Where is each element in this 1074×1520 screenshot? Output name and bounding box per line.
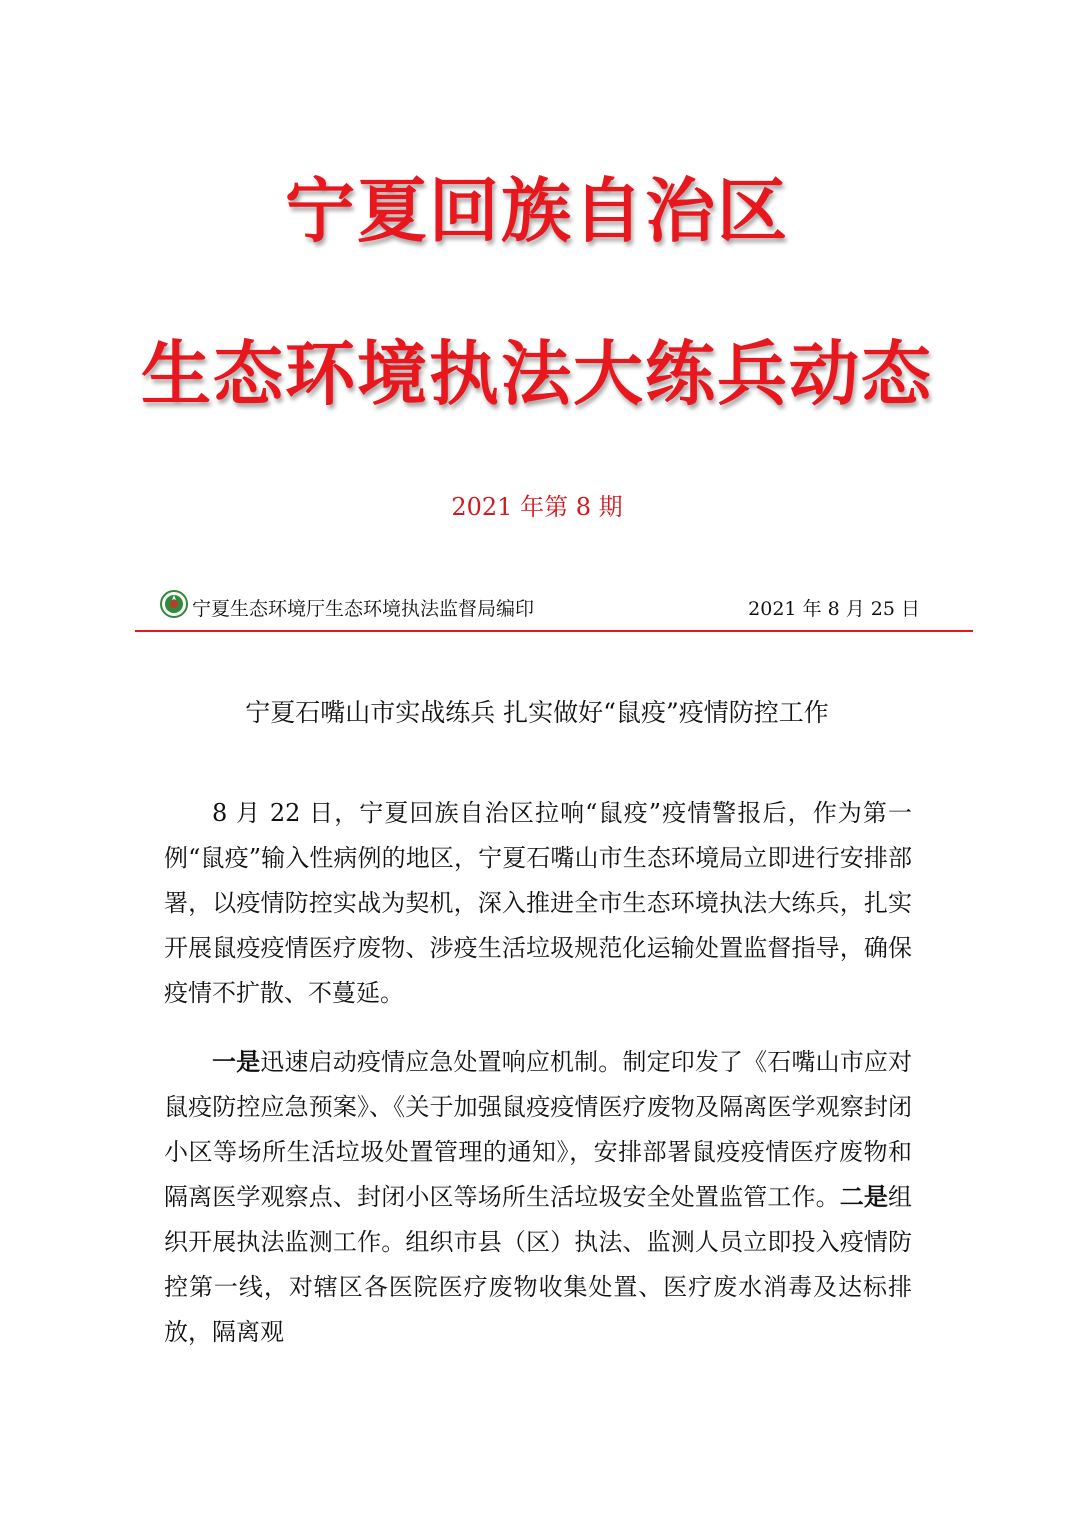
issue-number: 2021 年第 8 期 [451, 493, 623, 521]
paragraph-lead-second: 二是 [839, 1183, 889, 1211]
article-paragraph-1: 8 月 22 日，宁夏回族自治区拉响“鼠疫”疫情警报后，作为第一例“鼠疫”输入性病例的地区，宁夏石嘴山市生态环境局立即进行安排部署，以疫情防控实战为契机，深入推进全市生态环境执法大练兵，扎实开展鼠疫疫情医疗废物、涉疫生活垃圾规范化运输处置监督指导，确保疫情不扩散、不蔓延。 [164, 799, 912, 1007]
article-headline: 宁夏石嘴山市实战练兵 扎实做好“鼠疫”疫情防控工作 [245, 698, 829, 727]
red-divider [135, 630, 973, 632]
publisher-row [160, 590, 920, 626]
publisher-name: 宁夏生态环境厅生态环境执法监督局编印 [192, 598, 535, 620]
eco-emblem-icon [160, 590, 188, 618]
paragraph-lead-first: 一是 [212, 1048, 261, 1076]
paragraph-2-part-2: 组织开展执法监测工作。组织市县（区）执法、监测人员立即投入疫情防控第一线，对辖区各医院医疗废物收集处置、医疗废水消毒及达标排放，隔离观 [164, 1183, 913, 1346]
paragraph-2-part-1: 迅速启动疫情应急处置响应机制。制定印发了《石嘴山市应对鼠疫防控应急预案》、《关于加强鼠疫疫情医疗废物及隔离医学观察封闭小区等场所生活垃圾处置管理的通知》，安排部署鼠疫疫情医疗废物和隔离医学观察点、封闭小区等场所生活垃圾安全处置监管工作。 [164, 1048, 913, 1211]
article-paragraph-2 [164, 1040, 912, 1355]
publication-date: 2021 年 8 月 25 日 [748, 598, 920, 620]
masthead-title-line1: 宁夏回族自治区 [285, 170, 789, 252]
masthead-title-line2: 生态环境执法大练兵动态 [141, 333, 933, 415]
